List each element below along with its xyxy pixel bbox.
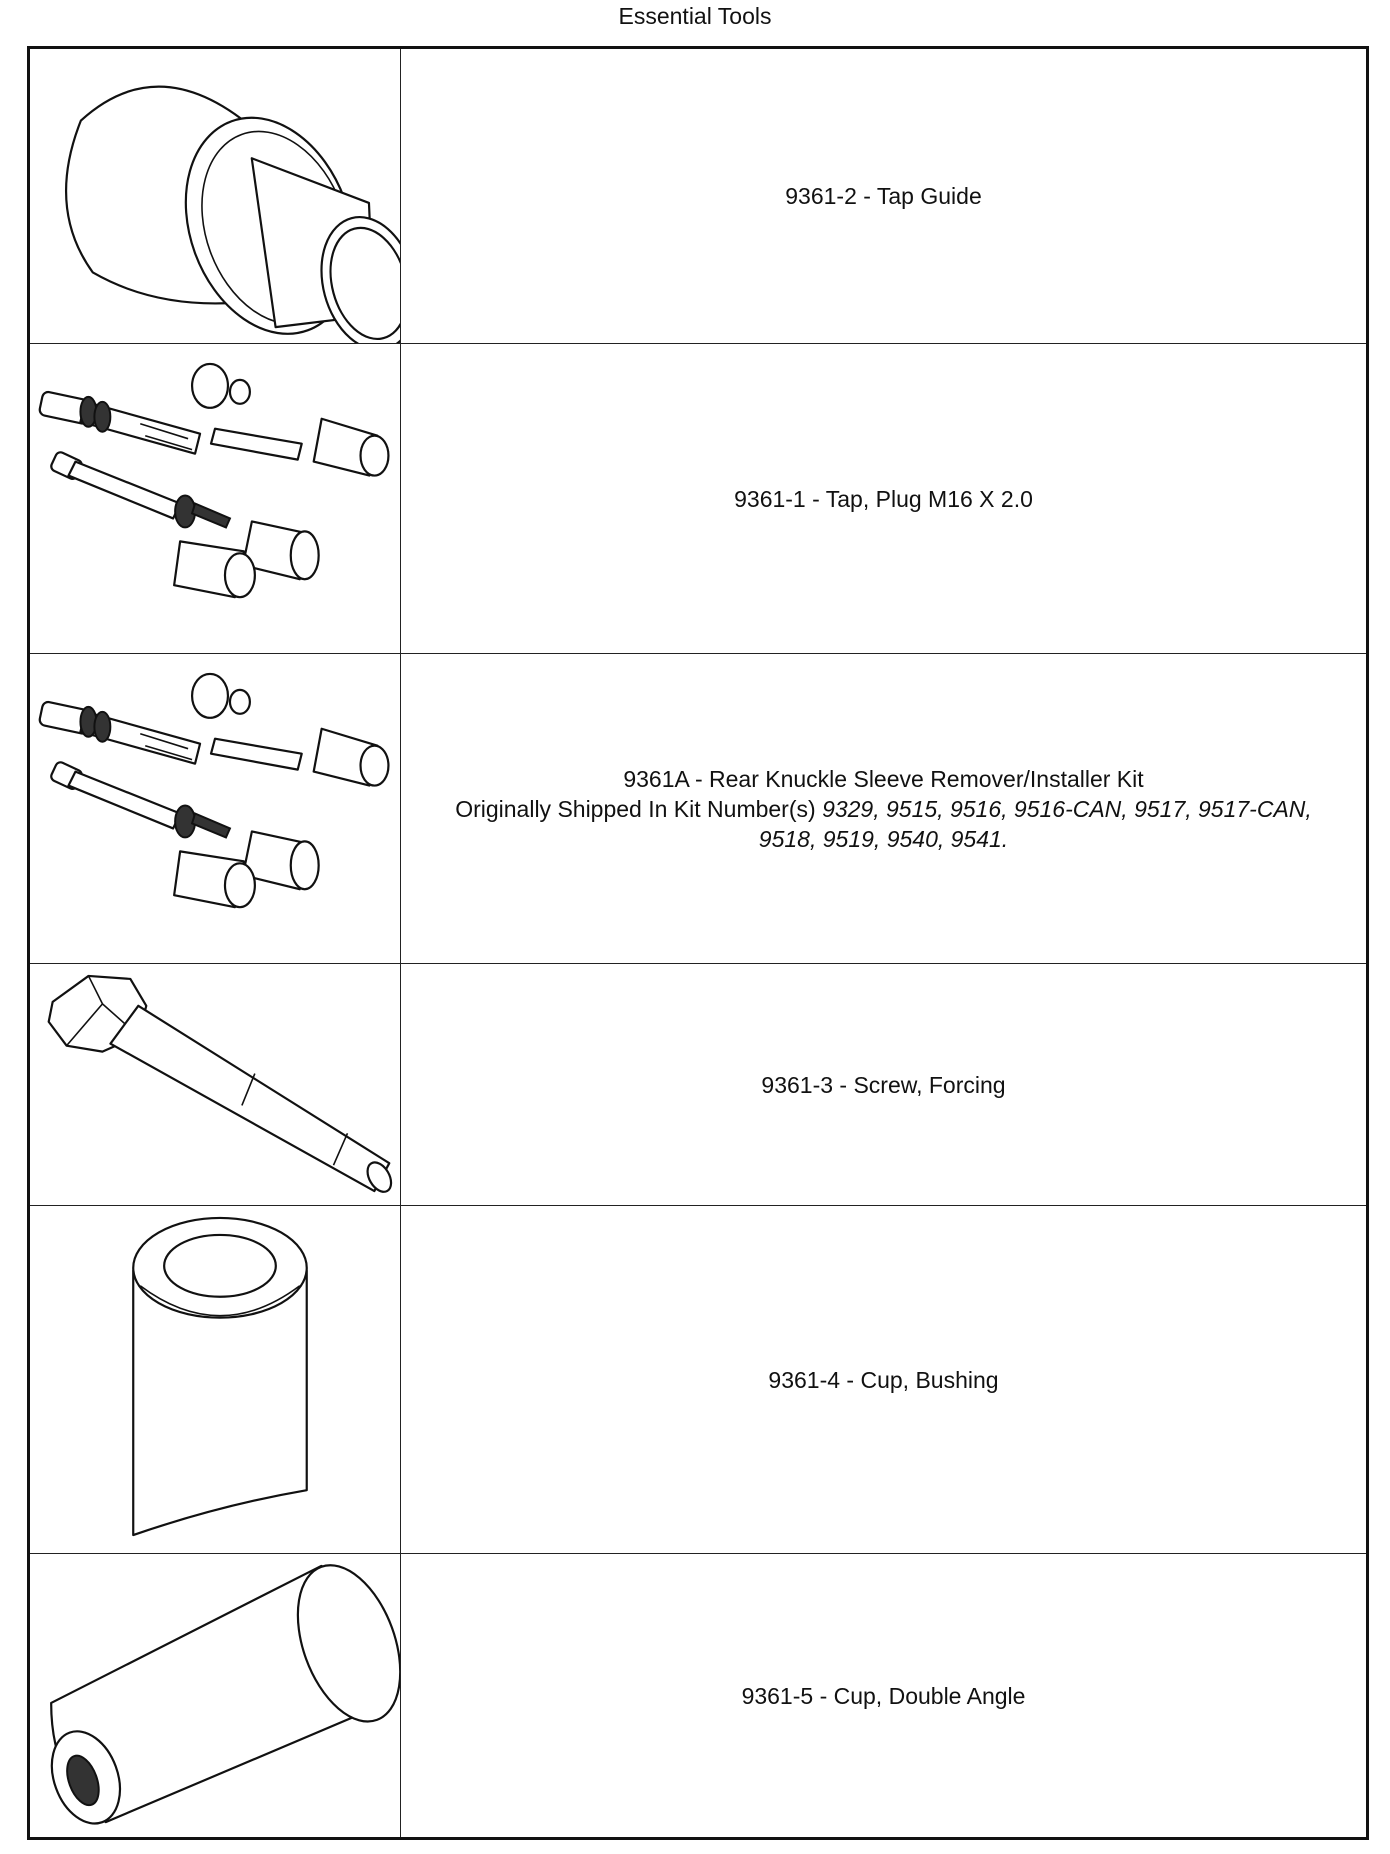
tool-image-cell: [29, 654, 401, 964]
tool-label: 9361-1 - Tap, Plug M16 X 2.0: [734, 485, 1033, 512]
table-row: [29, 1206, 1368, 1554]
table-row: [29, 1554, 1368, 1839]
table-row: [29, 964, 1368, 1206]
table-row: [29, 654, 1368, 964]
kit-prefix: Originally Shipped In Kit Number(s): [455, 795, 816, 822]
tool-label: 9361-5 - Cup, Double Angle: [741, 1682, 1026, 1709]
tool-label: 9361-4 - Cup, Bushing: [768, 1366, 999, 1393]
tap-guide-illustration: [30, 49, 400, 343]
double-angle-cup-illustration: [30, 1554, 400, 1837]
tool-image-cell: [29, 48, 401, 344]
kit-numbers: 9329, 9515, 9516, 9516-CAN, 9517, 9517-CAN,: [822, 795, 1312, 822]
tool-label: 9361-2 - Tap Guide: [785, 183, 982, 209]
forcing-screw-illustration: [30, 964, 400, 1205]
bushing-cup-illustration: [30, 1206, 400, 1553]
tools-table: [27, 46, 1369, 1840]
kit-numbers-continued: 9518, 9519, 9540, 9541.: [758, 825, 1009, 852]
tool-description-cell: [401, 48, 1368, 344]
tool-description-cell: [401, 1554, 1368, 1839]
tap-kit-illustration: [30, 344, 400, 653]
table-row: [29, 48, 1368, 344]
tool-image-cell: [29, 1206, 401, 1554]
tool-image-cell: [29, 964, 401, 1206]
tool-description-cell: [401, 344, 1368, 654]
sleeve-kit-illustration: [30, 654, 400, 963]
tool-description-cell: [401, 964, 1368, 1206]
kit-numbers-line: [401, 794, 1366, 824]
tool-image-cell: [29, 344, 401, 654]
tool-label: 9361-3 - Screw, Forcing: [761, 1071, 1006, 1098]
tool-image-cell: [29, 1554, 401, 1839]
tool-description-cell: [401, 1206, 1368, 1554]
page-title: Essential Tools: [618, 3, 772, 29]
table-row: [29, 344, 1368, 654]
tool-description-cell: [401, 654, 1368, 964]
tool-label: 9361A - Rear Knuckle Sleeve Remover/Installer Kit: [623, 765, 1144, 792]
